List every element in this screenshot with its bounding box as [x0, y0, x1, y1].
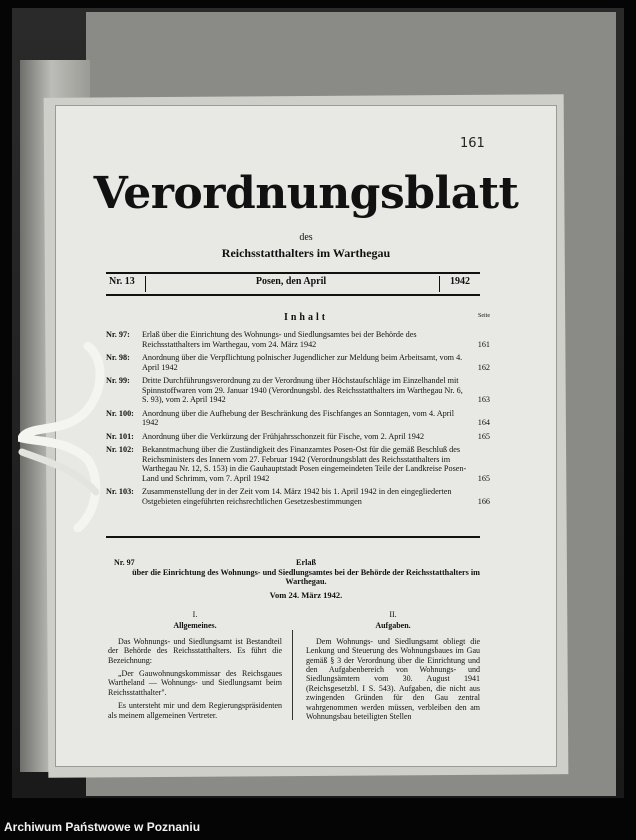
paragraph: „Der Gauwohnungskommissar des Reichsgaues Wartheland — Wohnungs- und Siedlungsamt beim Reichsstatthalter". — [108, 669, 282, 697]
toc-entry — [106, 376, 490, 405]
section-divider-rule — [106, 536, 480, 538]
toc-entry-number: Nr. 99: — [106, 376, 130, 385]
section-number: II. — [389, 610, 397, 619]
toc-entry-text: Erlaß über die Einrichtung des Wohnungs- und Siedlungsamtes bei der Behörde des Reichsstatthalters im Warthegau, vom 24. März 1942 — [142, 330, 417, 349]
toc-entry-text: Bekanntmachung über die Zuständigkeit des Finanzamtes Posen-Ost für die gemäß Beschluß des Reichsministers des Innern vom 27. Februar 1942 (Verordnungsblatt des Reichsstatthalters im Warthegau Nr. 12, S. 153) in die Gauhauptstadt Posen eingemeindeten Teile der Landkreise Posen-Land und Schrimm, vom 7. April 1942 — [142, 445, 467, 483]
toc-entry-number: Nr. 103: — [106, 487, 134, 496]
article-title — [126, 558, 486, 587]
toc-entry-number: Nr. 101: — [106, 431, 134, 441]
toc-entry-number: Nr. 102: — [106, 445, 134, 454]
toc-entry-page: 161 — [477, 339, 490, 349]
toc-entry-page: 165 — [477, 431, 490, 441]
toc-entry — [106, 409, 490, 428]
toc-entry-text: Anordnung über die Aufhebung der Beschränkung des Fischfanges an Sonntagen, vom 4. April 1942 — [142, 408, 454, 427]
binding-ribbon — [18, 342, 108, 532]
masthead-des: des — [299, 232, 313, 243]
toc-entry-page: 163 — [477, 395, 490, 404]
article-title-line: über die Einrichtung des Wohnungs- und Siedlungsamtes bei der Behörde der Reichsstatthalters im Warthegau. — [132, 567, 480, 586]
contents-page-label: Seite — [478, 313, 490, 319]
paragraph: Das Wohnungs- und Siedlungsamt ist Bestandteil der Behörde des Reichsstatthalters. Es führt die Bezeichnung: — [108, 636, 282, 665]
toc-entry-number: Nr. 97: — [106, 330, 130, 339]
paragraph: Es untersteht mir und dem Regierungspräsidenten als meinem allgemeinen Vertreter. — [108, 701, 282, 720]
toc-entry — [106, 432, 490, 442]
issue-bar — [106, 272, 480, 296]
toc-entry-number: Nr. 100: — [106, 408, 134, 418]
section-heading: Aufgaben. — [375, 621, 411, 631]
toc-entry-page: 162 — [477, 362, 490, 372]
paragraph: Dem Wohnungs- und Siedlungsamt obliegt die Lenkung und Steuerung des Wohnungsbaues im Gau gemäß § 3 der Verordnung über die Einrichtung und den Aufgabenbereich von Wohnungs- und Siedlungsämtern vom 30. August 1941 (Reichsgesetzbl. I S. 543). Aufgaben, die nicht aus zwingenden Gründen für den Gau zentral wahrgenommen werden müssen, verbleiben den am Wohnungsbau beteiligten Stellen — [306, 636, 480, 722]
table-of-contents — [106, 330, 490, 510]
section-number: I. — [192, 610, 198, 619]
toc-entry — [106, 353, 490, 372]
toc-entry — [106, 487, 490, 506]
article-column-left — [108, 610, 282, 724]
section-heading: Allgemeines. — [173, 621, 217, 631]
toc-entry-page: 164 — [477, 418, 490, 427]
article-date: Vom 24. März 1942. — [269, 590, 343, 600]
article-number: Nr. 97 — [114, 558, 135, 567]
article-title-line: Erlaß — [295, 558, 317, 567]
toc-entry-text: Dritte Durchführungsverordnung zu der Verordnung über Höchstaufschläge im Einzelhandel mit Spinnstoffwaren vom 29. Januar 1940 (Verordnungsbl. des Reichsstatthalters im Warthegau Nr. 6, S. 93), vom 2. April 1942 — [142, 376, 463, 404]
document-page — [56, 106, 556, 766]
toc-entry-page: 166 — [477, 496, 490, 506]
toc-entry-text: Anordnung über die Verpflichtung polnischer Jugendlicher zur Meldung beim Arbeitsamt, vom 4. April 1942 — [142, 353, 463, 372]
issue-year: 1942 — [439, 276, 480, 292]
masthead-title: Verordnungsblatt — [93, 168, 519, 219]
toc-entry-text: Zusammenstellung der in der Zeit vom 14. März 1942 bis 1. April 1942 in den eingegliederten Ostgebieten eingeführten reichsrechtlichen Gesetzesbestimmungen — [142, 487, 452, 506]
handwritten-page-number: 161 — [460, 136, 485, 151]
archive-caption: Archiwum Państwowe w Poznaniu — [4, 820, 201, 834]
contents-heading: Inhalt — [283, 312, 329, 323]
toc-entry-number: Nr. 98: — [106, 353, 130, 362]
issue-date: Posen, den April — [255, 276, 327, 287]
article-column-right — [306, 610, 480, 725]
issue-number: Nr. 13 — [106, 276, 146, 292]
toc-entry — [106, 330, 490, 349]
issuing-authority: Reichsstatthalters im Warthegau — [221, 246, 391, 260]
toc-entry — [106, 445, 490, 483]
toc-entry-page: 165 — [477, 473, 490, 483]
column-divider — [292, 630, 293, 720]
toc-entry-text: Anordnung über die Verkürzung der Frühjahrsschonzeit für Fische, vom 2. April 1942 — [142, 431, 425, 441]
